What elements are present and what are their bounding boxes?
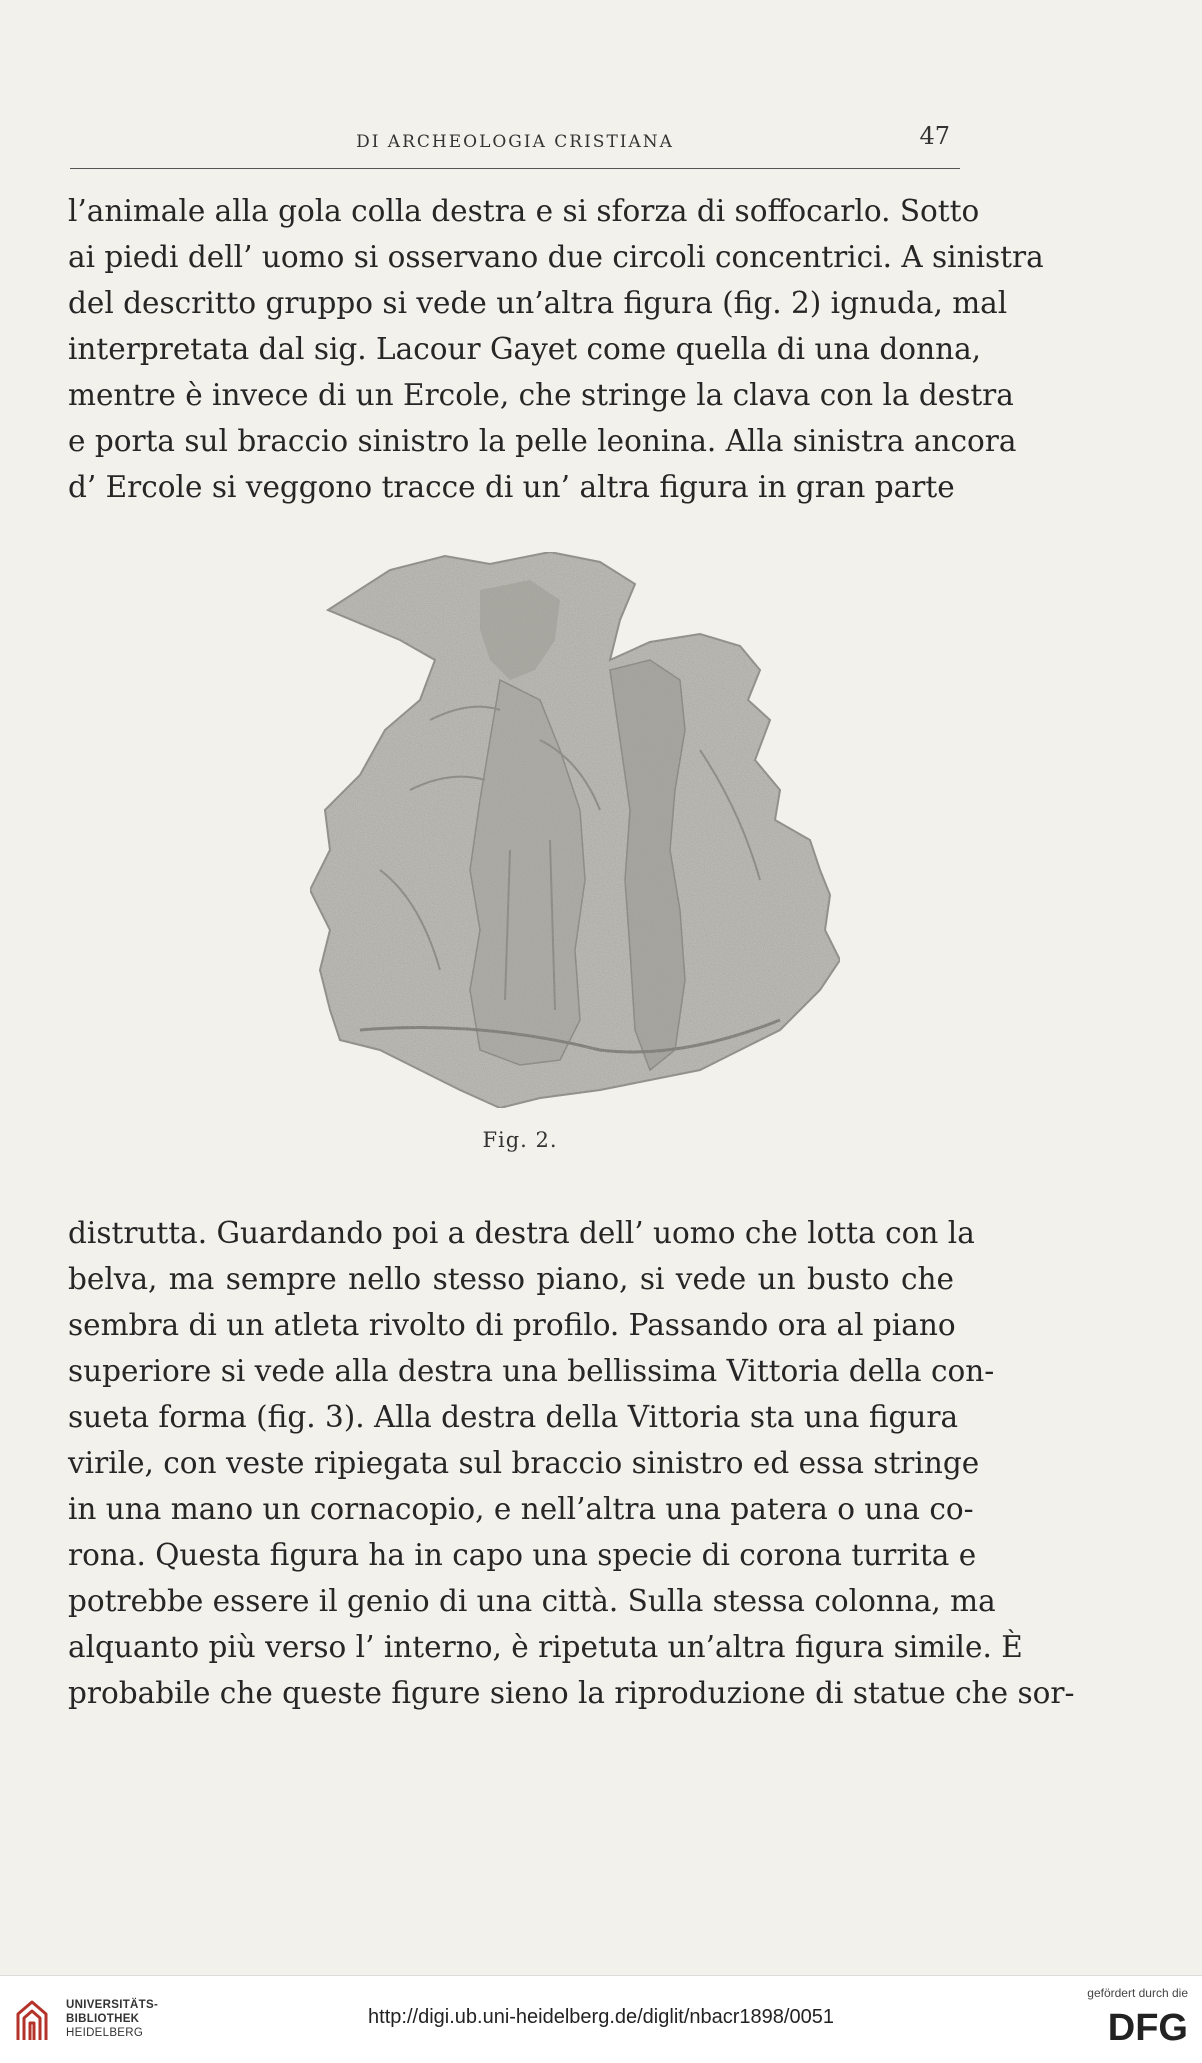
text-line: del descritto gruppo si vede un’altra figura (fig. 2) ignuda, mal <box>68 286 1008 320</box>
library-name-line: BIBLIOTHEK <box>66 2013 140 2025</box>
sponsor-block <box>1068 1986 1188 2046</box>
text-line: virile, con veste ripiegata sul braccio sinistro ed essa stringe <box>68 1446 980 1480</box>
dfg-logo-text: DFG <box>1107 2007 1188 2046</box>
text-line: mentre è invece di un Ercole, che stringe la clava con la destra <box>68 378 1014 412</box>
relief-fragment-illustration <box>180 550 860 1120</box>
text-line: distrutta. Guardando poi a destra dell’ uomo che lotta con la <box>68 1216 975 1250</box>
permalink-url[interactable]: http://digi.ub.uni-heidelberg.de/diglit/nbacr1898/0051 <box>368 2006 834 2028</box>
text-line: sueta forma (fig. 3). Alla destra della Vittoria sta una figura <box>68 1400 959 1434</box>
dfg-logo-icon <box>1076 2006 1188 2046</box>
figure-caption: Fig. 2. <box>482 1128 558 1152</box>
text-line: rona. Questa figura ha in capo una specie di corona turrita e <box>68 1538 977 1572</box>
library-name-line: HEIDELBERG <box>66 2027 144 2039</box>
figure-2 <box>180 550 860 1152</box>
running-title: DI ARCHEOLOGIA CRISTIANA <box>356 132 674 152</box>
text-line: superiore si vede alla destra una bellissima Vittoria della con- <box>68 1354 995 1388</box>
text-line: in una mano un cornacopio, e nell’altra una patera o una co- <box>68 1492 974 1526</box>
paragraph-1 <box>68 188 1044 510</box>
text-line: alquanto più verso l’ interno, è ripetuta un’altra figura simile. È <box>68 1630 1023 1664</box>
library-name-line: UNIVERSITÄTS- <box>66 1999 159 2011</box>
text-line: belva, ma sempre nello stesso piano, si vede un busto che <box>68 1262 954 1296</box>
text-line: e porta sul braccio sinistro la pelle leonina. Alla sinistra ancora <box>68 424 1017 458</box>
running-head <box>70 122 960 169</box>
text-line: ai piedi dell’ uomo si osservano due circoli concentrici. A sinistra <box>68 240 1044 274</box>
text-line: probabile che queste figure sieno la riproduzione di statue che sor- <box>68 1676 1075 1710</box>
paragraph-2 <box>68 1210 1075 1716</box>
text-line: d’ Ercole si veggono tracce di un’ altra figura in gran parte <box>68 470 955 504</box>
text-line: sembra di un atleta rivolto di profilo. Passando ora al piano <box>68 1308 956 1342</box>
text-line: potrebbe essere il genio di una città. Sulla stessa colonna, ma <box>68 1584 996 1618</box>
viewer-footer <box>0 1975 1202 2063</box>
text-line: l’animale alla gola colla destra e si sforza di soffocarlo. Sotto <box>68 194 980 228</box>
sponsor-text: gefördert durch die <box>1087 1986 1188 2000</box>
text-line: interpretata dal sig. Lacour Gayet come quella di una donna, <box>68 332 982 366</box>
page-number: 47 <box>919 122 950 150</box>
